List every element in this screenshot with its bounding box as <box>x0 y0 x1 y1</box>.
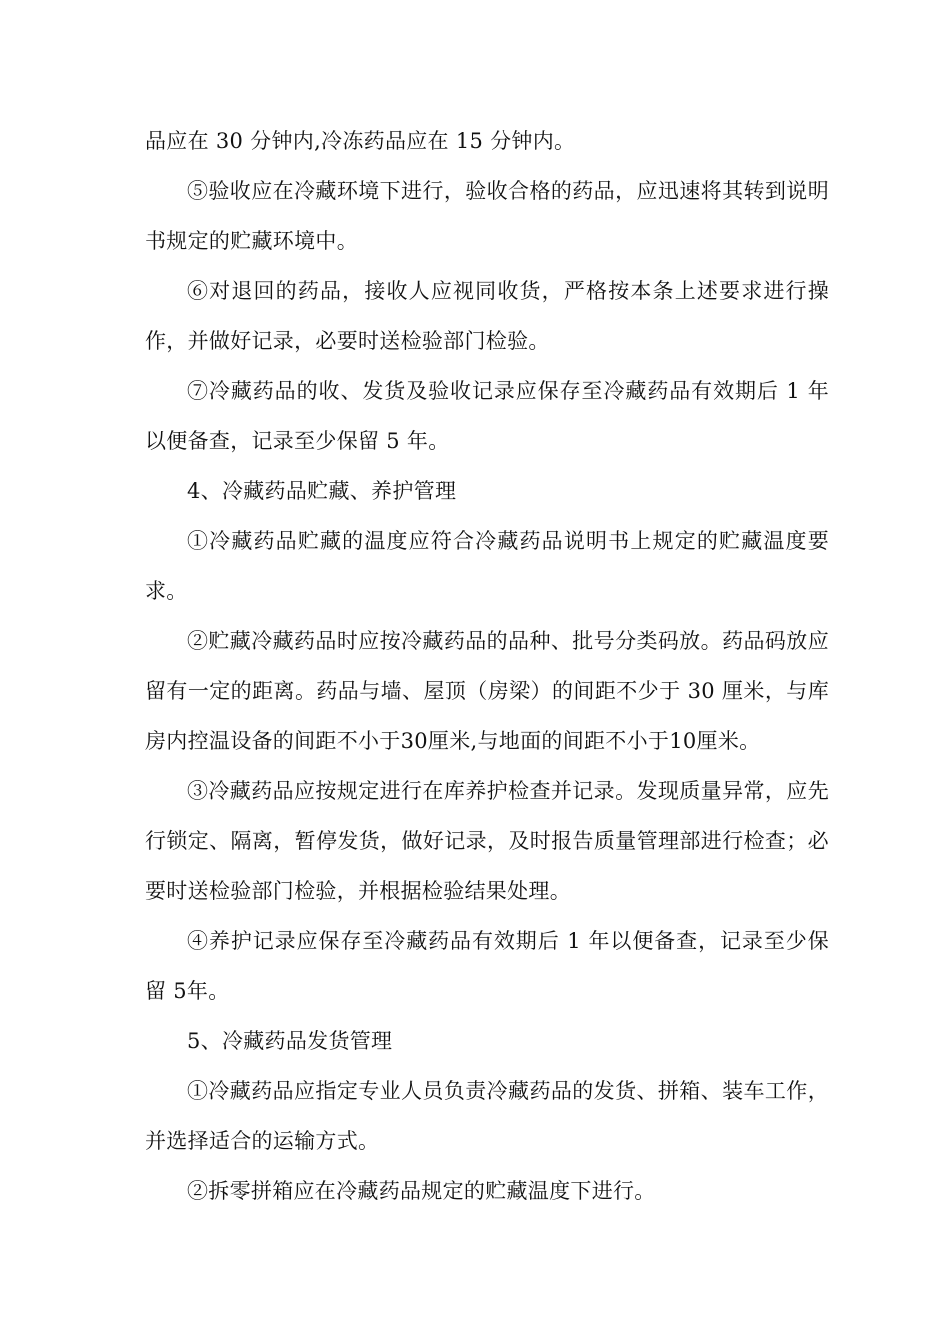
paragraph-storage-1: ①冷藏药品贮藏的温度应符合冷藏药品说明书上规定的贮藏温度要求。 <box>145 529 829 603</box>
paragraph-storage-3: ③冷藏药品应按规定进行在库养护检查并记录。发现质量异常，应先行锁定、隔离，暂停发货，做好记录，及时报告质量管理部进行检查；必要时送检验部门检验，并根据检验结果处理。 <box>145 779 829 903</box>
paragraph-storage-2: ②贮藏冷藏药品时应按冷藏药品的品种、批号分类码放。药品码放应留有一定的距离。药品与墙、屋顶（房梁）的间距不少于 30 厘米，与库房内控温设备的间距不小于30厘米,与地面的间距不小于10厘米。 <box>145 629 829 753</box>
paragraph-item-7: ⑦冷藏药品的收、发货及验收记录应保存至冷藏药品有效期后 1 年以便备查，记录至少保留 5 年。 <box>145 379 829 453</box>
paragraph-shipping-1: ①冷藏药品应指定专业人员负责冷藏药品的发货、拼箱、装车工作，并选择适合的运输方式。 <box>145 1079 829 1153</box>
document-body <box>145 116 829 1216</box>
section-heading-4: 4、冷藏药品贮藏、养护管理 <box>187 479 457 503</box>
paragraph-shipping-2: ②拆零拼箱应在冷藏药品规定的贮藏温度下进行。 <box>187 1179 656 1203</box>
paragraph-item-6: ⑥对退回的药品，接收人应视同收货，严格按本条上述要求进行操作，并做好记录，必要时送检验部门检验。 <box>145 279 829 353</box>
paragraph-continuation: 品应在 30 分钟内,冷冻药品应在 15 分钟内。 <box>145 129 576 153</box>
paragraph-storage-4: ④养护记录应保存至冷藏药品有效期后 1 年以便备查，记录至少保留 5年。 <box>145 929 829 1003</box>
section-heading-5: 5、冷藏药品发货管理 <box>187 1029 393 1053</box>
paragraph-item-5: ⑤验收应在冷藏环境下进行，验收合格的药品，应迅速将其转到说明书规定的贮藏环境中。 <box>145 179 829 253</box>
